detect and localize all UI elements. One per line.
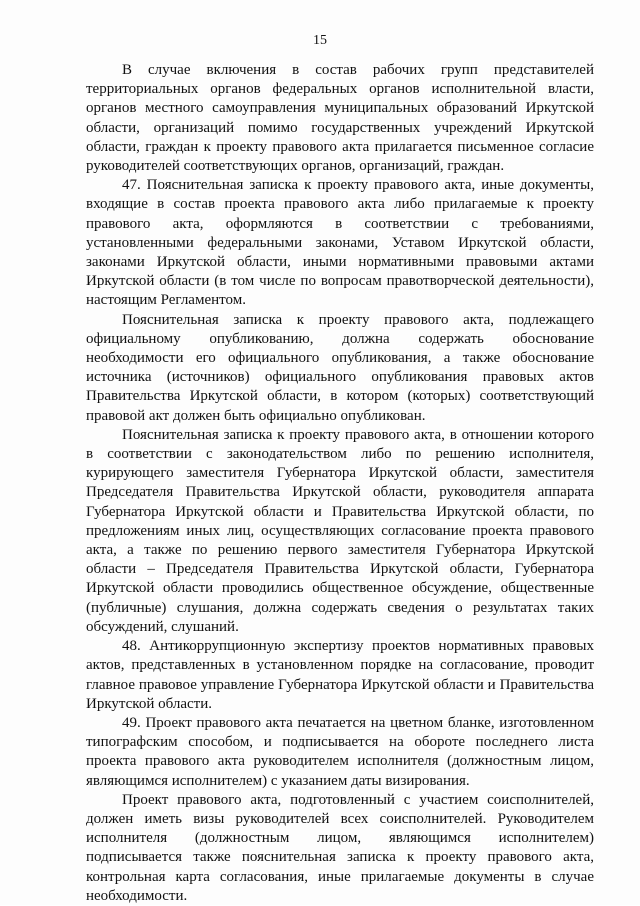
document-body xyxy=(86,61,594,906)
paragraph-official-publication: Пояснительная записка к проекту правового акта, подлежащего официальному опубликованию, должна содержать обоснование необходимости его официального опубликования, а также обоснование источника (источников) официального опубликования правовых актов Правительства Иркутской области, в котором (которых) соответствующий правовой акт должен быть официально опубликован. xyxy=(86,311,594,424)
page-number: 15 xyxy=(313,33,327,48)
paragraph-47-explanatory-note: 47. Пояснительная записка к проекту правового акта, иные документы, входящие в состав проекта правового акта либо прилагаемые к проекту правового акта, оформляются в соответствии с требованиями, установленными федеральными законами, Уставом Иркутской области, законами Иркутской области, иными нормативными правовыми актами Иркутской области (в том числе по вопросам правотворческой деятельности), настоящим Регламентом. xyxy=(86,177,594,309)
paragraph-49-printing: 49. Проект правового акта печатается на цветном бланке, изготовленном типографским способом, и подписывается на обороте последнего листа проекта правового акта руководителем исполнителя (должностным лицом, являющимся исполнителем) с указанием даты визирования. xyxy=(86,714,594,789)
paragraph-working-groups-consent: В случае включения в состав рабочих групп представителей территориальных органов федеральных органов исполнительной власти, органов местного самоуправления муниципальных образований Иркутской области, организаций помимо государственных учреждений Иркутской области, граждан к проекту правового акта прилагается письменное согласие руководителей соответствующих органов, организаций, граждан. xyxy=(86,62,594,175)
paragraph-48-anticorruption: 48. Антикоррупционную экспертизу проектов нормативных правовых актов, представленных в установленном порядке на согласование, проводит главное правовое управление Губернатора Иркутской области и Правительства Иркутской области. xyxy=(86,638,594,712)
paragraph-coexecutors-visas: Проект правового акта, подготовленный с участием соисполнителей, должен иметь визы руководителей всех соисполнителей. Руководителем исполнителя (должностным лицом, являющимся исполнителем) подписывается также пояснительная записка к проекту правового акта, контрольная карта согласования, иные прилагаемые документы в случае необходимости. xyxy=(86,791,594,904)
paragraph-public-discussion: Пояснительная записка к проекту правового акта, в отношении которого в соответствии с законодательством либо по решению исполнителя, курирующего заместителя Губернатора Иркутской области, заместителя Председателя Правительства Иркутской области, руководителя аппарата Губернатора Иркутской области и Правительства Иркутской области, по предложениям иных лиц, осуществляющих согласование проекта правового акта, а также по решению первого заместителя Губернатора Иркутской области – Председателя Правительства Иркутской области, Губернатора Иркутской области проводились общественное обсуждение, общественные (публичные) слушания, должна содержать сведения о результатах таких обсуждений, слушаний. xyxy=(86,426,594,635)
